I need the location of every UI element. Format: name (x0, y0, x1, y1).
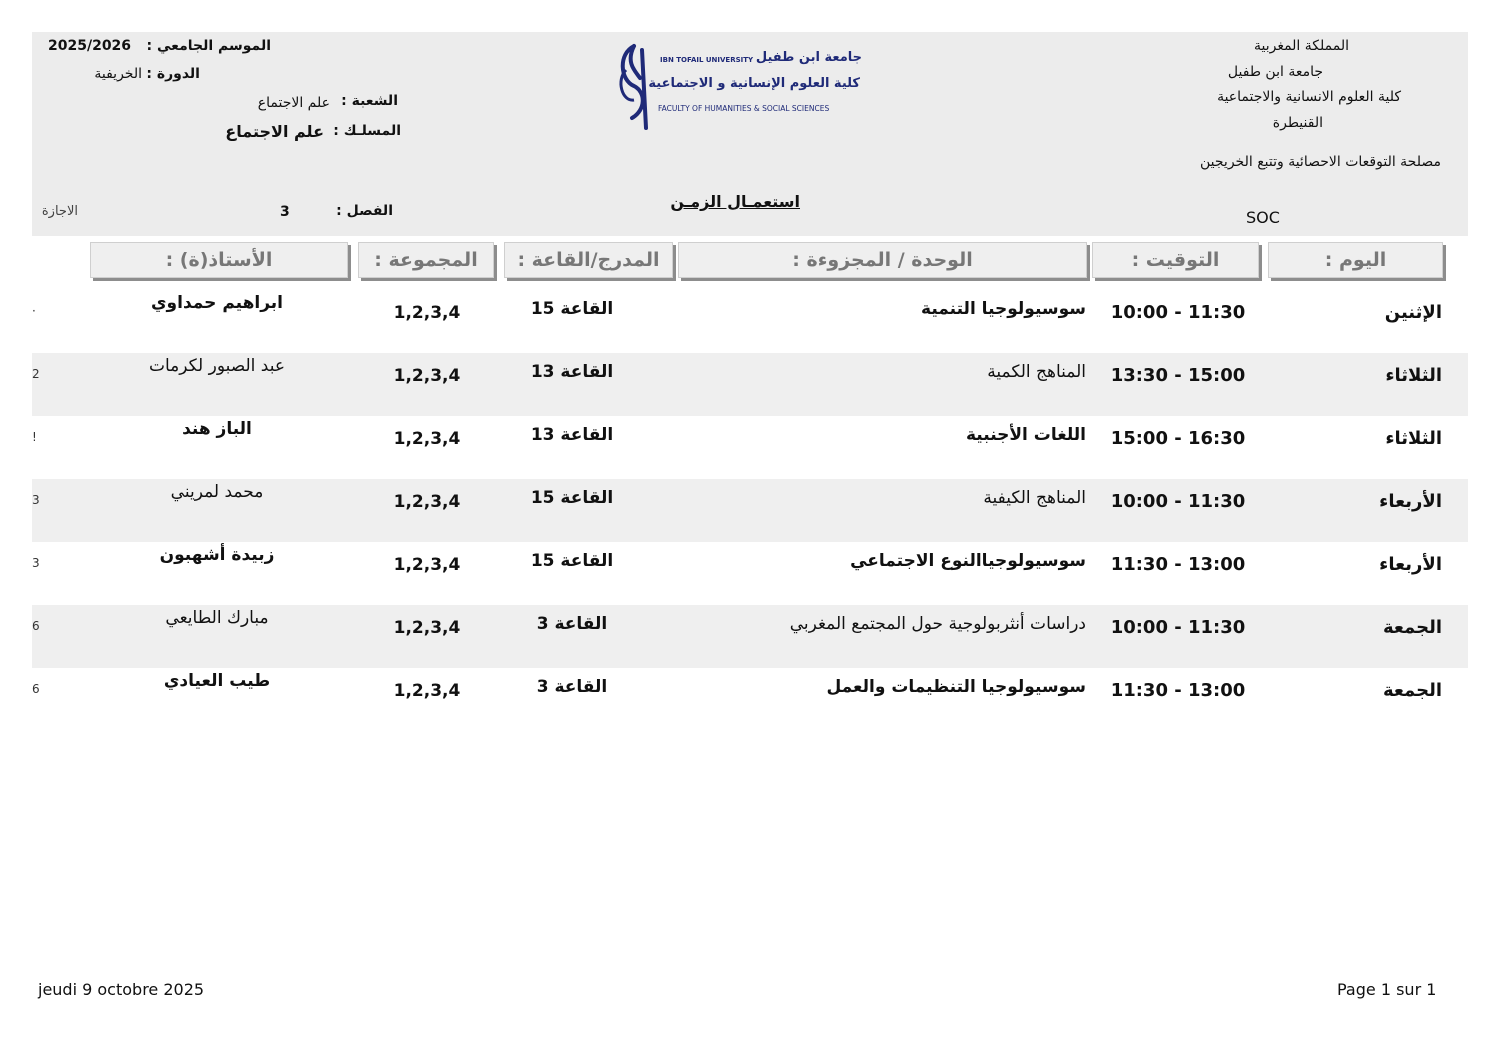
group-cell: 1,2,3,4 (393, 429, 461, 449)
group-cell: 1,2,3,4 (393, 303, 461, 323)
day-cell: الجمعة (1382, 617, 1442, 638)
faculty-label: كلية العلوم الانسانية والاجتماعية (1217, 89, 1401, 105)
cut-off-cell: 3 (32, 493, 40, 507)
module-cell: دراسات أنثربولوجية حول المجتمع المغربي (789, 614, 1086, 634)
table-row (32, 605, 1468, 668)
season-value: 2025/2026 (48, 38, 132, 54)
table-row (32, 479, 1468, 542)
day-cell: الثلاثاء (1385, 428, 1442, 449)
column-header-day: اليوم : (1268, 242, 1443, 278)
group-cell: 1,2,3,4 (393, 681, 461, 701)
cut-off-cell: 6 (32, 682, 40, 696)
group-cell: 1,2,3,4 (393, 366, 461, 386)
degree-label: الاجازة (41, 204, 78, 219)
time-cell: 11:30 - 13:00 (1110, 680, 1246, 701)
room-cell: القاعة 15 (530, 299, 614, 319)
time-cell: 10:00 - 11:30 (1110, 617, 1246, 638)
module-cell: سوسيولوجيا التنظيمات والعمل (826, 677, 1086, 697)
professor-cell: محمد لمريني (170, 482, 264, 502)
semester-value: 3 (280, 204, 290, 220)
time-cell: 11:30 - 13:00 (1110, 554, 1246, 575)
module-cell: سوسيولوجياالنوع الاجتماعي (850, 551, 1086, 571)
group-cell: 1,2,3,4 (393, 618, 461, 638)
branch-label: الشعبة : (341, 93, 398, 109)
module-cell: سوسيولوجيا التنمية (921, 299, 1086, 319)
professor-cell: زبيدة أشهبون (159, 545, 275, 565)
cut-off-cell: 2 (32, 367, 40, 381)
group-cell: 1,2,3,4 (393, 555, 461, 575)
city-label: القنيطرة (1272, 115, 1323, 131)
professor-cell: مبارك الطايعي (165, 608, 269, 628)
cut-off-cell: 6 (32, 619, 40, 633)
track-label: المسلـك : (333, 123, 401, 139)
room-cell: القاعة 3 (536, 614, 608, 634)
cut-off-cell: · (32, 304, 36, 318)
logo-english-university: IBN TOFAIL UNIVERSITY (660, 56, 754, 64)
time-cell: 13:30 - 15:00 (1110, 365, 1246, 386)
branch-value: علم الاجتماع (257, 95, 330, 111)
track-value: علم الاجتماع (225, 122, 324, 141)
department-code: SOC (1246, 208, 1280, 227)
professor-cell: طيب العيادي (163, 671, 271, 691)
room-cell: القاعة 13 (530, 362, 614, 382)
timetable-title: استعمـال الزمـن (670, 192, 800, 211)
day-cell: الإثنين (1384, 302, 1442, 323)
table-row (32, 290, 1468, 353)
professor-cell: عبد الصبور لكرمات (148, 356, 285, 376)
professor-cell: ابراهيم حمداوي (150, 293, 284, 313)
day-cell: الأربعاء (1379, 554, 1442, 575)
day-cell: الثلاثاء (1385, 365, 1442, 386)
university-label: جامعة ابن طفيل (1227, 64, 1323, 80)
module-cell: المناهج الكمية (987, 362, 1086, 382)
day-cell: الجمعة (1382, 680, 1442, 701)
table-row (32, 416, 1468, 479)
logo-arabic-faculty: كلية العلوم الإنسانية و الاجتماعية (648, 76, 860, 91)
footer-page: Page 1 sur 1 (1337, 980, 1437, 999)
table-row (32, 353, 1468, 416)
module-cell: اللغات الأجنبية (966, 425, 1086, 445)
time-cell: 15:00 - 16:30 (1110, 428, 1246, 449)
session-value: الخريفية (94, 66, 142, 82)
table-row (32, 542, 1468, 605)
session-label: الدورة : (146, 66, 200, 82)
column-header-room: المدرج/القاعة : (504, 242, 673, 278)
column-header-module: الوحدة / المجزوءة : (678, 242, 1087, 278)
professor-cell: الباز هند (182, 419, 252, 439)
day-cell: الأربعاء (1379, 491, 1442, 512)
cut-off-cell: 3 (32, 556, 40, 570)
university-logo (612, 40, 862, 132)
column-header-time: التوقيت : (1092, 242, 1259, 278)
logo-arabic-university: جامعة ابن طفيل (755, 50, 862, 65)
time-cell: 10:00 - 11:30 (1110, 302, 1246, 323)
semester-label: الفصل : (336, 203, 393, 219)
room-cell: القاعة 13 (530, 425, 614, 445)
kingdom-label: المملكة المغربية (1253, 38, 1349, 54)
cut-off-cell: ! (32, 430, 37, 444)
season-label: الموسم الجامعي : (146, 38, 271, 54)
room-cell: القاعة 3 (536, 677, 608, 697)
room-cell: القاعة 15 (530, 551, 614, 571)
room-cell: القاعة 15 (530, 488, 614, 508)
time-cell: 10:00 - 11:30 (1110, 491, 1246, 512)
table-row (32, 668, 1468, 731)
group-cell: 1,2,3,4 (393, 492, 461, 512)
service-label: مصلحة التوقعات الاحصائية وتتبع الخريجين (1200, 154, 1441, 170)
column-header-group: المجموعة : (358, 242, 494, 278)
footer-date: jeudi 9 octobre 2025 (38, 980, 205, 999)
logo-english-faculty: FACULTY OF HUMANITIES & SOCIAL SCIENCES (658, 104, 830, 113)
module-cell: المناهج الكيفية (983, 488, 1086, 508)
column-header-professor: الأستاذ(ة) : (90, 242, 348, 278)
